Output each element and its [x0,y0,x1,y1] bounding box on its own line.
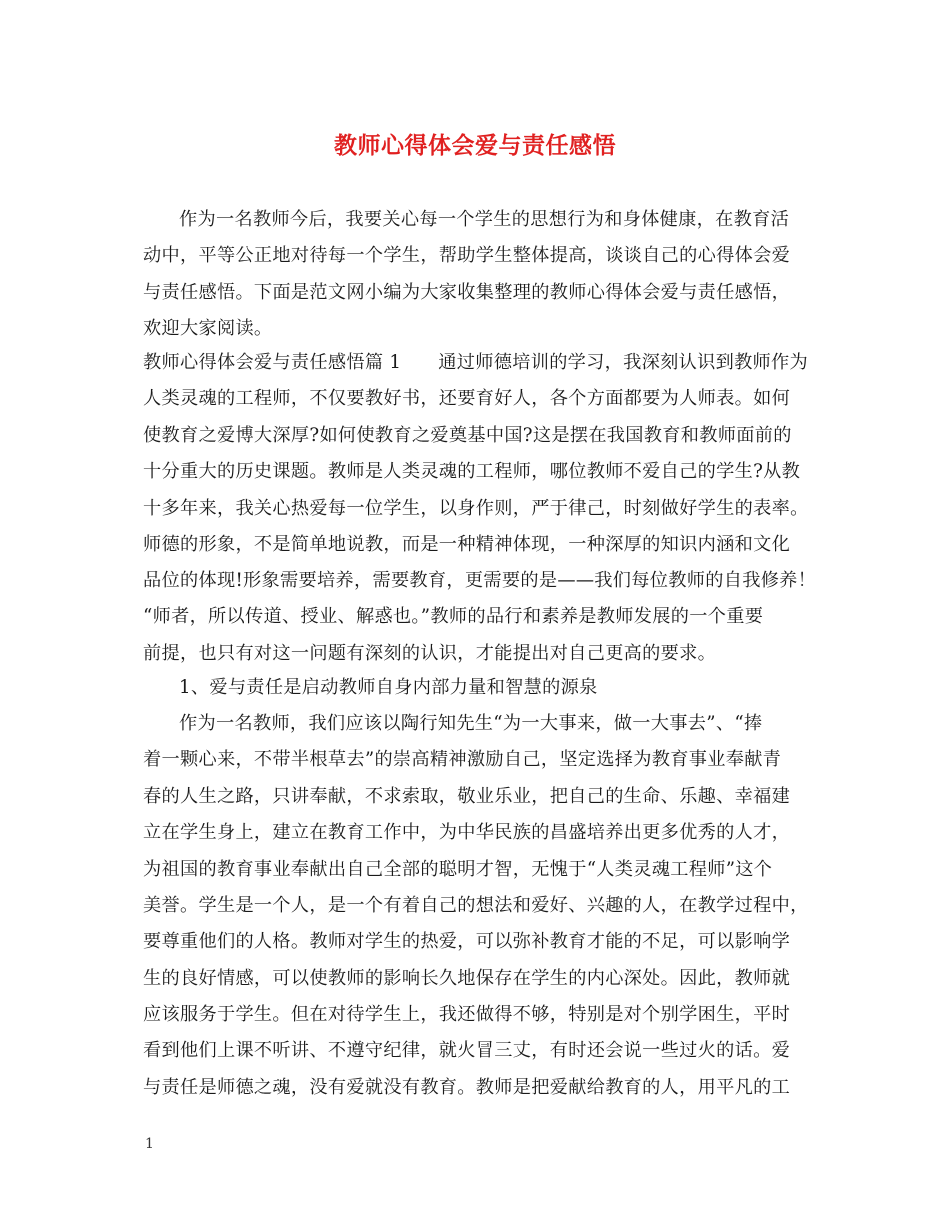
text-line: 十多年来，我关心热爱每一位学生，以身作则，严于律己，时刻做好学生的表率。 [143,498,809,519]
document-title: 教师心得体会爱与责任感悟 [334,132,616,159]
text-line: 看到他们上课不听讲、不遵守纪律，就火冒三丈，有时还会说一些过火的话。爱 [143,1040,791,1061]
text-line: 动中，平等公正地对待每一个学生，帮助学生整体提高，谈谈自己的心得体会爱 [143,245,791,266]
text-line: 与责任感悟。下面是范文网小编为大家收集整理的教师心得体会爱与责任感悟， [143,282,791,303]
text-line: 为祖国的教育事业奉献出自己全部的聪明才智，无愧于“人类灵魂工程师”这个 [143,859,773,880]
text-line: 美誉。学生是一个人，是一个有着自己的想法和爱好、兴趣的人，在教学过程中， [143,895,809,916]
text-line: 与责任是师德之魂，没有爱就没有教育。教师是把爱献给教育的人，用平凡的工 [143,1077,791,1098]
text-line: 欢迎大家阅读。 [143,318,273,339]
text-line: 品位的体现!形象需要培养，需要教育，更需要的是——我们每位教师的自我修养！ [143,570,817,591]
text-line: 人类灵魂的工程师，不仅要教好书，还要育好人，各个方面都要为人师表。如何 [143,388,791,409]
text-line: 前提，也只有对这一问题有深刻的认识，才能提出对自己更高的要求。 [143,643,717,664]
text-line: 春的人生之路，只讲奉献，不求索取，敬业乐业，把自己的生命、乐趣、幸福建 [143,786,791,807]
text-line: 要尊重他们的人格。教师对学生的热爱，可以弥补教育才能的不足，可以影响学 [143,931,791,952]
text-line: 作为一名教师今后，我要关心每一个学生的思想行为和身体健康，在教育活 [179,209,790,230]
text-line: 立在学生身上，建立在教育工作中，为中华民族的昌盛培养出更多优秀的人才， [143,822,791,843]
text-line: 1、爱与责任是启动教师自身内部力量和智慧的源泉 [179,677,598,698]
text-line: 师德的形象，不是简单地说教，而是一种精神体现，一种深厚的知识内涵和文化 [143,534,791,555]
text-line: “师者，所以传道、授业、解惑也。”教师的品行和素养是教师发展的一个重要 [143,606,764,627]
text-line: 着一颗心来，不带半根草去”的崇高精神激励自己，坚定选择为教育事业奉献青 [143,749,782,770]
text-line: 教师心得体会爱与责任感悟篇 1 通过师德培训的学习，我深刻认识到教师作为 [143,352,809,373]
page-number: 1 [145,1136,154,1152]
text-line: 生的良好情感，可以使教师的影响长久地保存在学生的内心深处。因此，教师就 [143,968,791,989]
text-line: 作为一名教师，我们应该以陶行知先生“为一大事来，做一大事去”、“捧 [179,713,763,734]
text-line: 应该服务于学生。但在对待学生上，我还做得不够，特别是对个别学困生，平时 [143,1004,791,1025]
text-line: 十分重大的历史课题。教师是人类灵魂的工程师，哪位教师不爱自己的学生?从教 [143,461,801,482]
text-line: 使教育之爱博大深厚?如何使教育之爱奠基中国?这是摆在我国教育和教师面前的 [143,425,792,446]
